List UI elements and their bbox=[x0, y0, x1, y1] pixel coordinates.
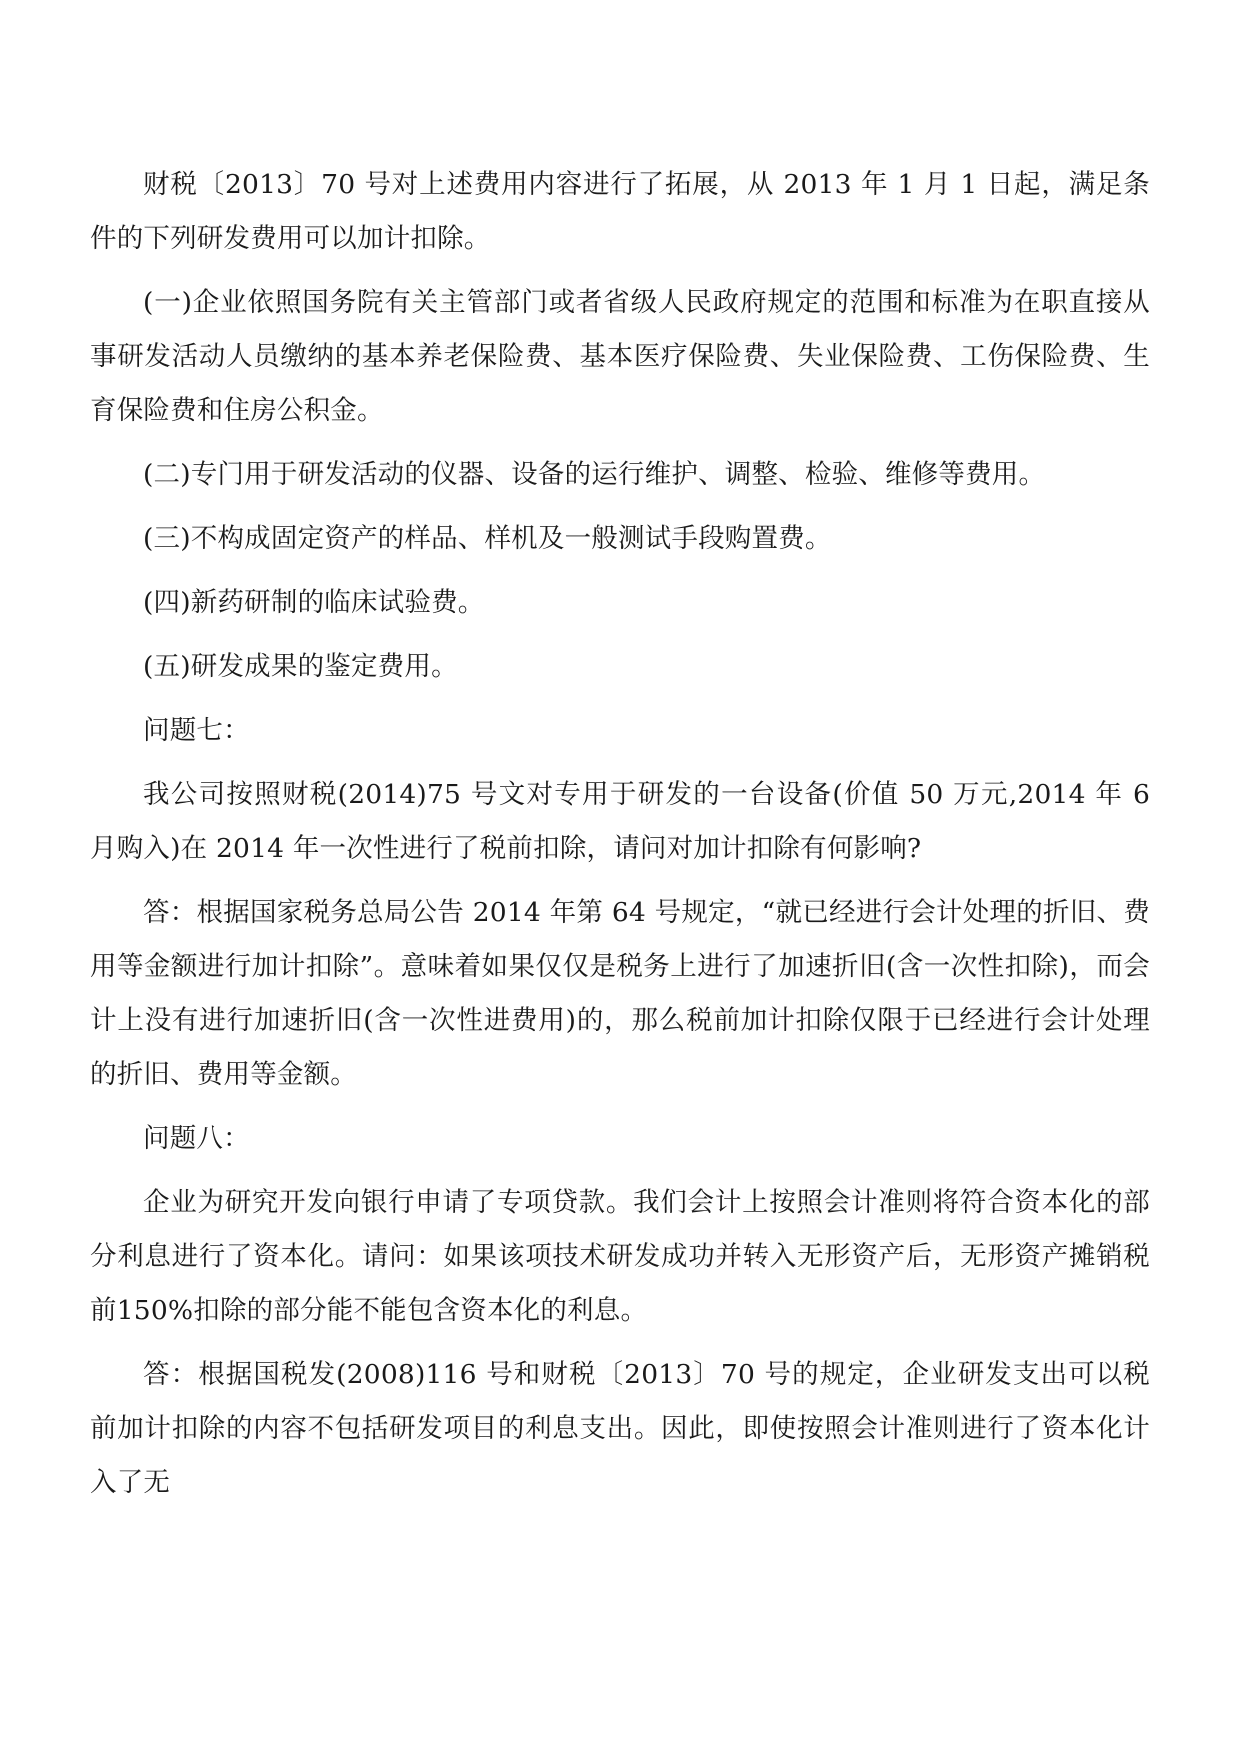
question-seven-heading: 问题七： bbox=[143, 715, 250, 746]
answer-eight-text: 答：根据国税发(2008)116 号和财税〔2013〕70 号的规定，企业研发支出可以税前加计扣除的内容不包括研发项目的利息支出。因此，即使按照会计准则进行了资本化计入了无 bbox=[90, 1359, 1150, 1498]
document-body bbox=[90, 158, 1150, 1520]
paragraph-item-2: (二)专门用于研发活动的仪器、设备的运行维护、调整、检验、维修等费用。 bbox=[143, 459, 1046, 490]
paragraph-item-1: (一)企业依照国务院有关主管部门或者省级人民政府规定的范围和标准为在职直接从事研发活动人员缴纳的基本养老保险费、基本医疗保险费、失业保险费、工伤保险费、生育保险费和住房公积金。 bbox=[90, 287, 1150, 426]
paragraph-intro: 财税〔2013〕70 号对上述费用内容进行了拓展，从 2013 年 1 月 1 日起，满足条件的下列研发费用可以加计扣除。 bbox=[90, 169, 1150, 254]
question-seven-text: 我公司按照财税(2014)75 号文对专用于研发的一台设备(价值 50 万元,2014 年 6 月购入)在 2014 年一次性进行了税前扣除，请问对加计扣除有何影响? bbox=[90, 779, 1150, 864]
question-eight-heading: 问题八： bbox=[143, 1123, 250, 1154]
question-eight-text: 企业为研究开发向银行申请了专项贷款。我们会计上按照会计准则将符合资本化的部分利息进行了资本化。请问：如果该项技术研发成功并转入无形资产后，无形资产摊销税前150%扣除的部分能不能包含资本化的利息。 bbox=[90, 1187, 1150, 1326]
paragraph-item-3: (三)不构成固定资产的样品、样机及一般测试手段购置费。 bbox=[143, 523, 832, 554]
paragraph-item-5: (五)研发成果的鉴定费用。 bbox=[143, 651, 458, 682]
answer-seven-text: 答：根据国家税务总局公告 2014 年第 64 号规定，“就已经进行会计处理的折旧、费用等金额进行加计扣除”。意味着如果仅仅是税务上进行了加速折旧(含一次性扣除)，而会计上没有进行加速折旧(含一次性进费用)的，那么税前加计扣除仅限于已经进行会计处理的折旧、费用等金额。 bbox=[90, 897, 1150, 1090]
paragraph-item-4: (四)新药研制的临床试验费。 bbox=[143, 587, 485, 618]
